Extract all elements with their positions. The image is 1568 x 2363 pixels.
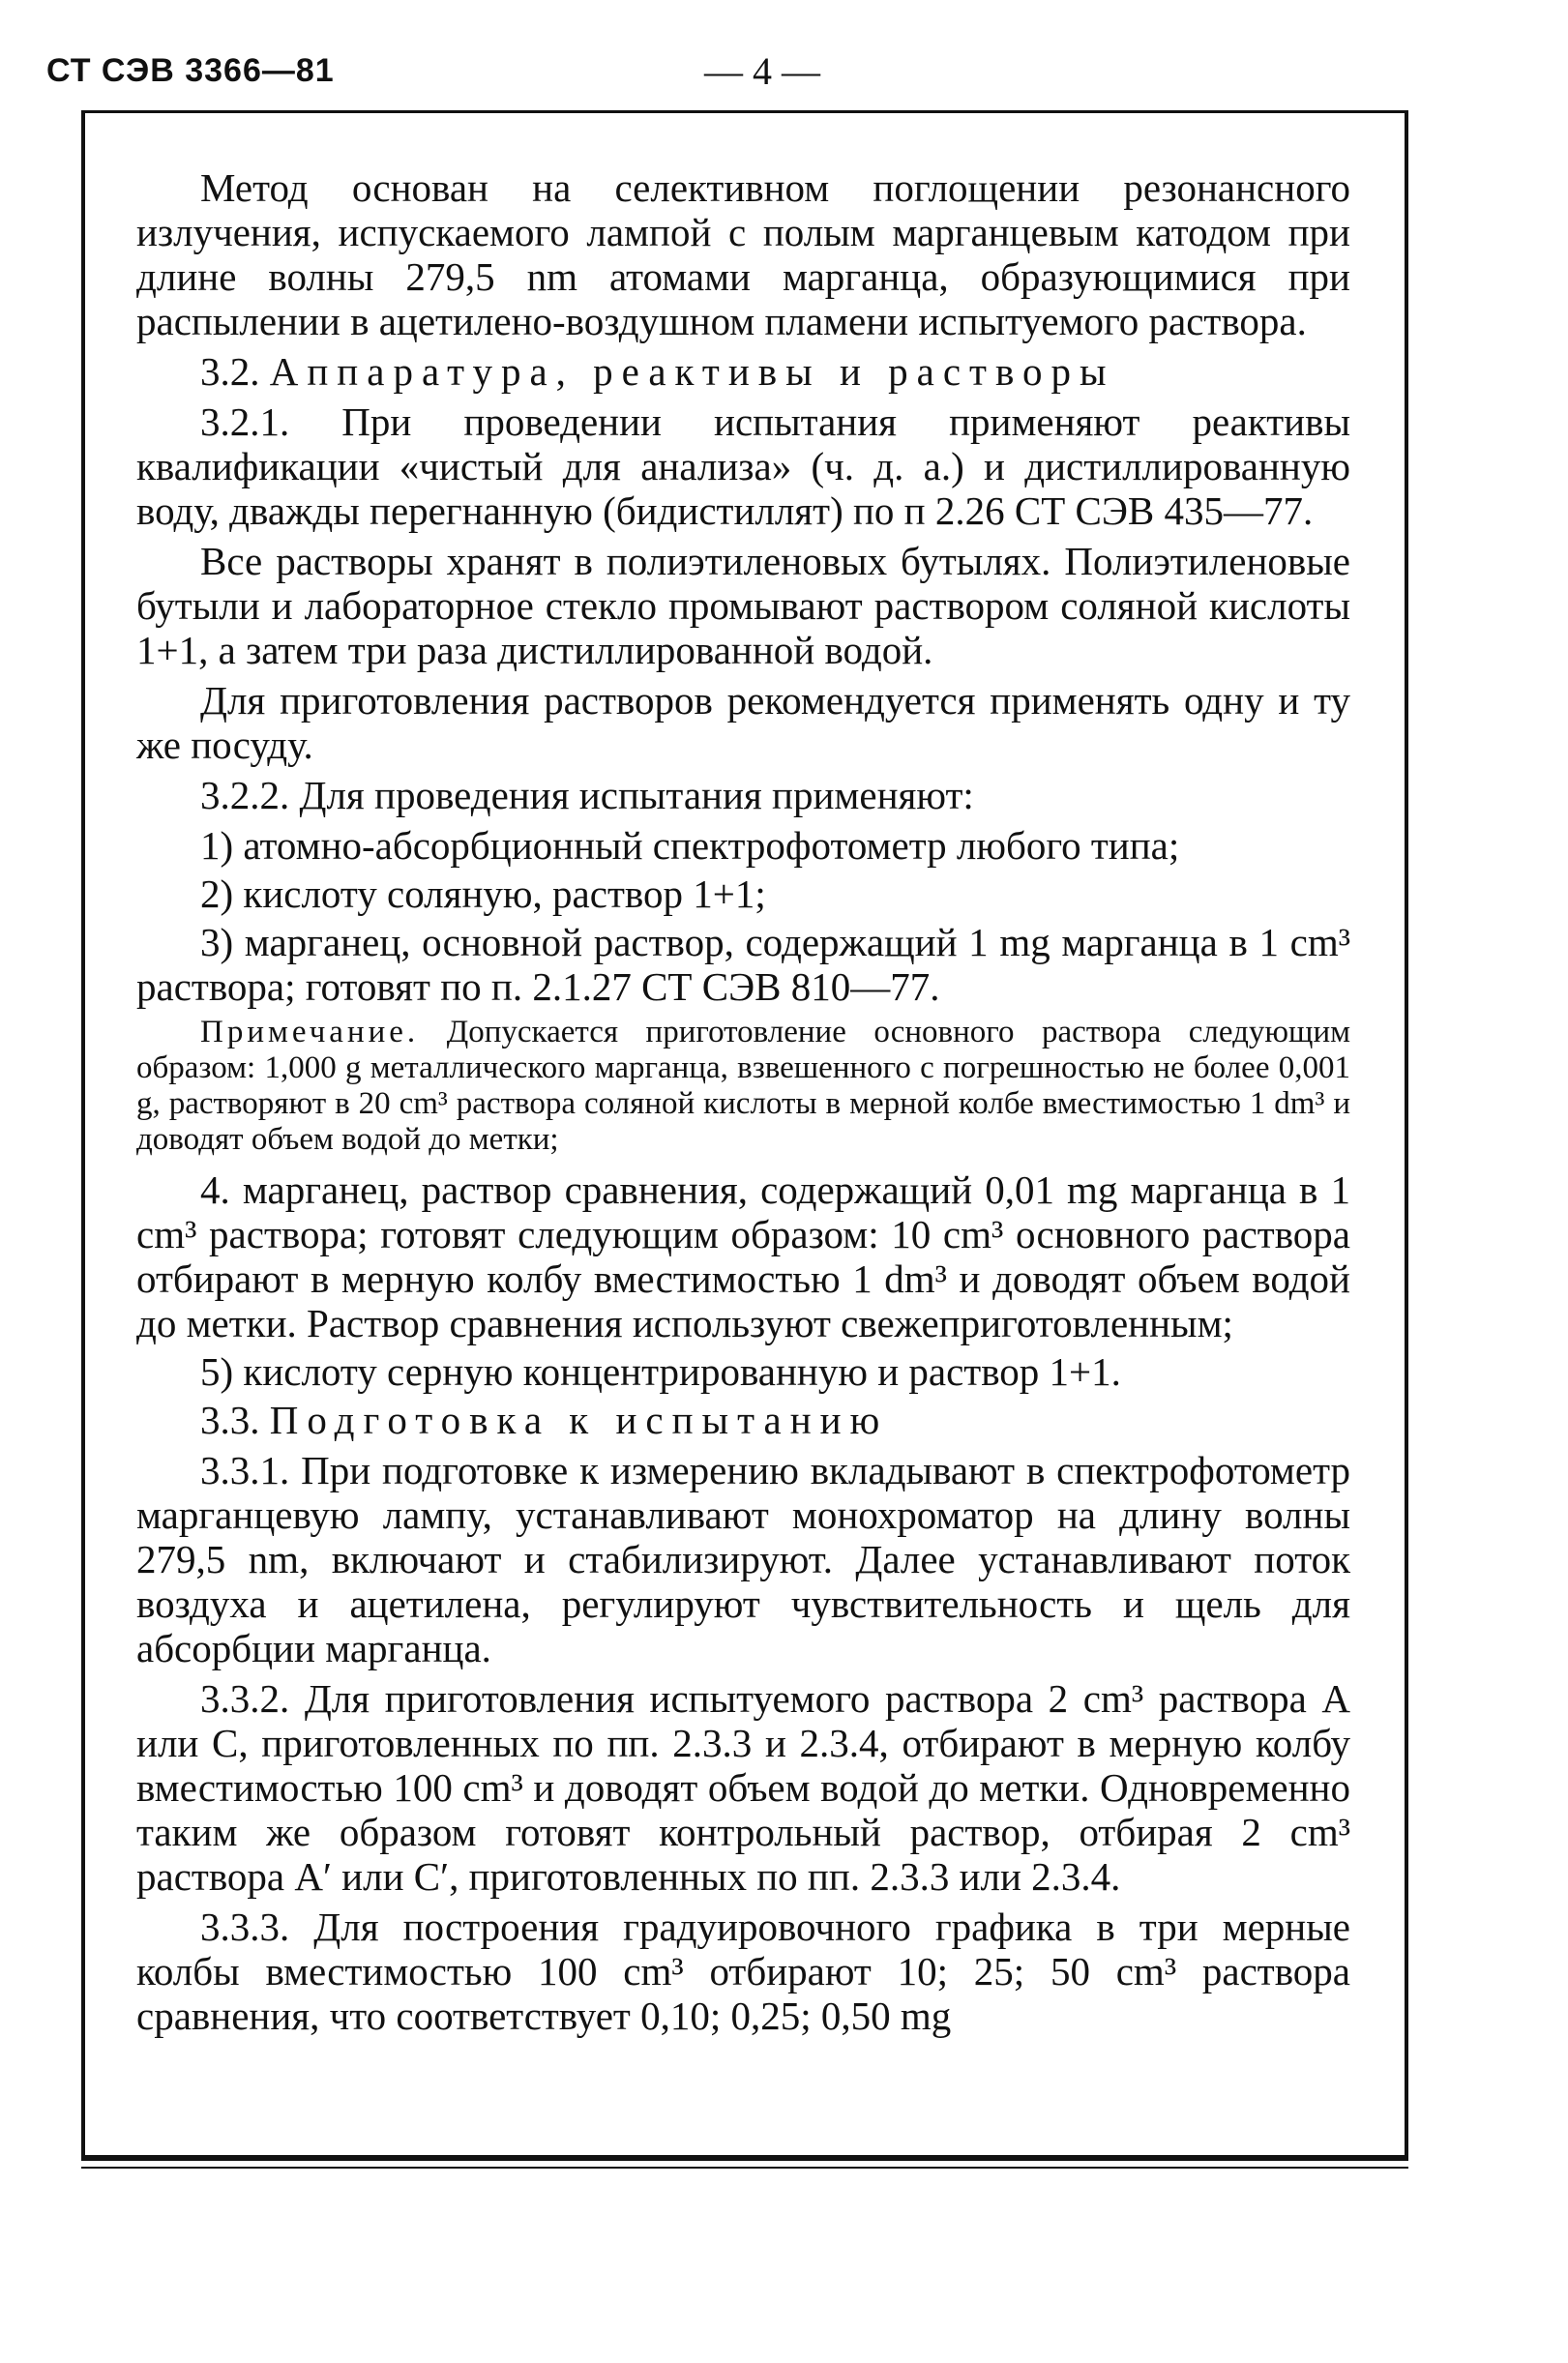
list-item: 5) кислоту серную концентрированную и раствор 1+1. (200, 1349, 1121, 1394)
paragraph-3-2-2: 3.2.2. Для проведения испытания применяют: (200, 773, 974, 817)
paragraph-3-2-1: 3.2.1. При проведении испытания применяют реактивы квалификации «чистый для анализа» (ч. д. а.) и дистиллированную воду, дважды перегнанную (бидистиллят) по п 2.26 СТ СЭВ 435—77. (136, 399, 1350, 533)
page-frame (81, 110, 1408, 2161)
paragraph-same-vessels: Для приготовления растворов рекомендуется применять одну и ту же посуду. (136, 678, 1350, 767)
paragraph-method: Метод основан на селективном поглощении резонансного излучения, испускаемого лампой с полым марганцевым катодом при длине волны 279,5 nm атомами марганца, образующимися при распылении в ацетилено-воздушном пламени испытуемого раствора. (136, 165, 1350, 343)
list-item: 3) марганец, основной раствор, содержащий 1 mg марганца в 1 cm³ раствора; готовят по п. 2.1.27 СТ СЭВ 810—77. (136, 920, 1350, 1009)
page-header (46, 46, 1401, 104)
section-number: 3.2. (200, 349, 260, 394)
section-heading-3-2 (136, 349, 1350, 394)
page-number: — 4 — (704, 49, 820, 93)
note (136, 1015, 1350, 1158)
note-text: Допускается приготовление основного раствора следующим образом: 1,000 g металлического марганца, взвешенного с погрешностью не более 0,001 g, растворяют в 20 cm³ раствора соляной кислоты в мерной колбе вместимостью 1 dm³ и доводят объем водой до метки; (136, 1015, 1351, 1157)
section-number: 3.3. (200, 1398, 260, 1442)
paragraph-3-3-1: 3.3.1. При подготовке к измерению вкладывают в спектрофотометр марганцевую лампу, устанавливают монохроматор на длину волны 279,5 nm, включают и стабилизируют. Далее устанавливают поток воздуха и ацетилена, регулируют чувствительность и щель для абсорбции марганца. (136, 1448, 1350, 1670)
section-title: Аппаратура, реактивы и растворы (269, 349, 1115, 394)
paragraph-3-3-3: 3.3.3. Для построения градуировочного графика в три мерные колбы вместимостью 100 cm³ отбирают 10; 25; 50 cm³ раствора сравнения, что соответствует 0,10; 0,25; 0,50 mg (136, 1905, 1350, 2038)
section-title: Подготовка к испытанию (269, 1398, 889, 1442)
document-body (136, 165, 1350, 2044)
paragraph-3-3-2: 3.3.2. Для приготовления испытуемого раствора 2 cm³ раствора А или С, приготовленных по пп. 2.3.3 и 2.3.4, отбирают в мерную колбу вместимостью 100 cm³ и доводят объем водой до метки. Одновременно таким же образом готовят контрольный раствор, отбирая 2 cm³ раствора А′ или С′, приготовленных по пп. 2.3.3 или 2.3.4. (136, 1676, 1350, 1899)
standard-code: СТ СЭВ 3366—81 (46, 52, 335, 89)
section-heading-3-3 (136, 1398, 1350, 1442)
list-item: 4. марганец, раствор сравнения, содержащий 0,01 mg марганца в 1 cm³ раствора; готовят следующим образом: 10 cm³ основного раствора отбирают в мерную колбу вместимостью 1 dm³ и доводят объем водой до метки. Раствор сравнения используют свежеприготовленным; (136, 1167, 1350, 1345)
list-item: 1) атомно-абсорбционный спектрофотометр любого типа; (200, 823, 1180, 868)
paragraph-bottles: Все растворы хранят в полиэтиленовых бутылях. Полиэтиленовые бутыли и лабораторное стекло промывают раствором соляной кислоты 1+1, а затем три раза дистиллированной водой. (136, 539, 1350, 672)
list-item: 2) кислоту соляную, раствор 1+1; (200, 871, 766, 916)
note-label: Примечание. (200, 1015, 420, 1049)
